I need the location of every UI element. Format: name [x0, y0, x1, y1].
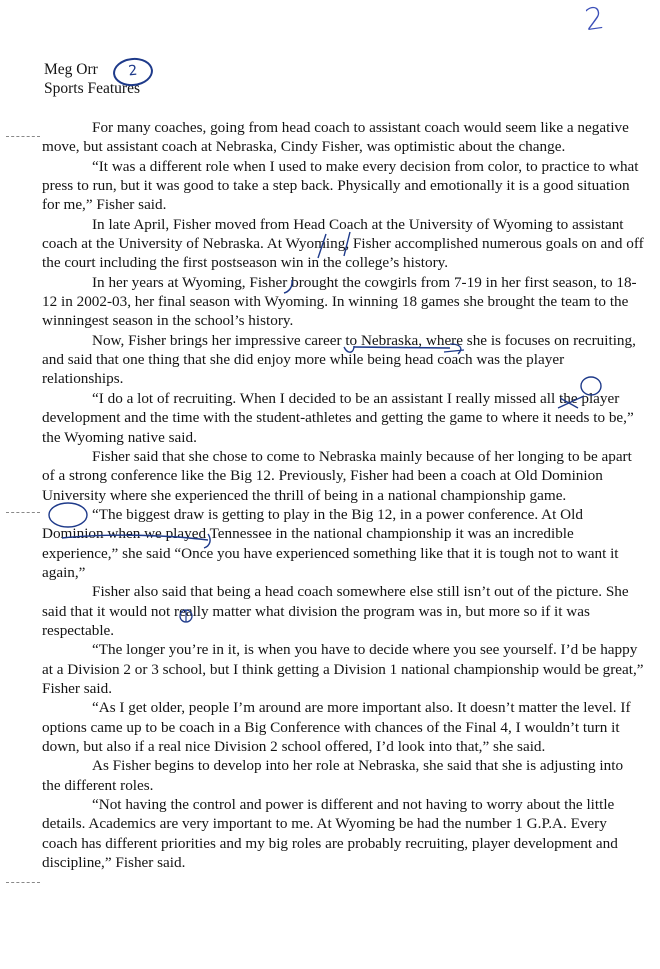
paragraph: “The longer you’re in it, is when you have to decide where you see yourself. I’d be happy at a Division 2 or 3 school, but I think getting a Division 1 national championship would be great,” Fisher said. [42, 641, 644, 697]
grade-circle-mark: 2 [112, 56, 155, 88]
section-name: Sports Features [44, 80, 141, 97]
paragraph: “As I get older, people I’m around are more important also. It doesn’t matter the level. If options came up to be coach in a Big Conference with chances of the Final 4, I wouldn’t turn it down, but also if a real nice Division 2 school offered, I’d look into that,” she said. [42, 699, 631, 755]
author-name: Meg Orr [44, 61, 98, 78]
paragraph: In late April, Fisher moved from Head Coach at the University of Wyoming to assistant coach at the University of Nebraska. At Wyoming, Fisher accomplished numerous goals on and off the court including the first postseason win in the college’s history. [42, 215, 644, 272]
margin-mark [6, 512, 40, 514]
paragraph: Fisher also said that being a head coach somewhere else still isn’t out of the picture. She said that it would not really matter what division the program was in, but more so if it was respectable. [42, 583, 629, 639]
paragraph: As Fisher begins to develop into her role at Nebraska, she said that she is adjusting into the different roles. [42, 757, 624, 794]
margin-mark [6, 882, 40, 884]
page-number: 2 [582, 0, 607, 39]
paragraph: In her years at Wyoming, Fisher brought the cowgirls from 7-19 in her first season, to 18-12 in 2002-03, her final season with Wyoming. In winning 18 games she brought the team to the winningest season in the school’s history. [42, 273, 637, 330]
paragraph: For many coaches, going from head coach to assistant coach would seem like a negative move, but assistant coach at Nebraska, Cindy Fisher, was optimistic about the change. [42, 119, 629, 156]
paragraph: Now, Fisher brings her impressive career to Nebraska, where she is focuses on recruiting, and said that one thing that she did enjoy more while being head coach was the player relationships. [42, 331, 636, 388]
paragraph: Fisher said that she chose to come to Nebraska mainly because of her longing to be apart of a strong conference like the Big 12. Previously, Fisher had been a coach at Old Dominion University where she experienced the thrill of being in a national championship game. [42, 447, 632, 504]
article-body [42, 118, 644, 872]
margin-mark [6, 136, 40, 138]
paragraph: “I do a lot of recruiting. When I decided to be an assistant I really missed all the player development and the time with the student-athletes and getting the game to where it needs to be,” the Wyoming native said. [42, 389, 634, 446]
paragraph: “It was a different role when I used to make every decision from color, to practice to what press to run, but it was good to take a step back. Physically and emotionally it is a good situation for me,” Fisher said. [42, 157, 639, 214]
paragraph: “The biggest draw is getting to play in the Big 12, in a power conference. At Old Dominion when we played Tennessee in the national championship it was an incredible experience,” she said “Once you have experienced something like that it is tough not to want it again,” [42, 505, 619, 581]
paragraph: “Not having the control and power is different and not having to worry about the little details. Academics are very important to me. At Wyoming be had the number 1 G.P.A. Every coach has different priorities and my big roles are probably recruiting, player development and discipline,” Fisher said. [42, 796, 618, 872]
